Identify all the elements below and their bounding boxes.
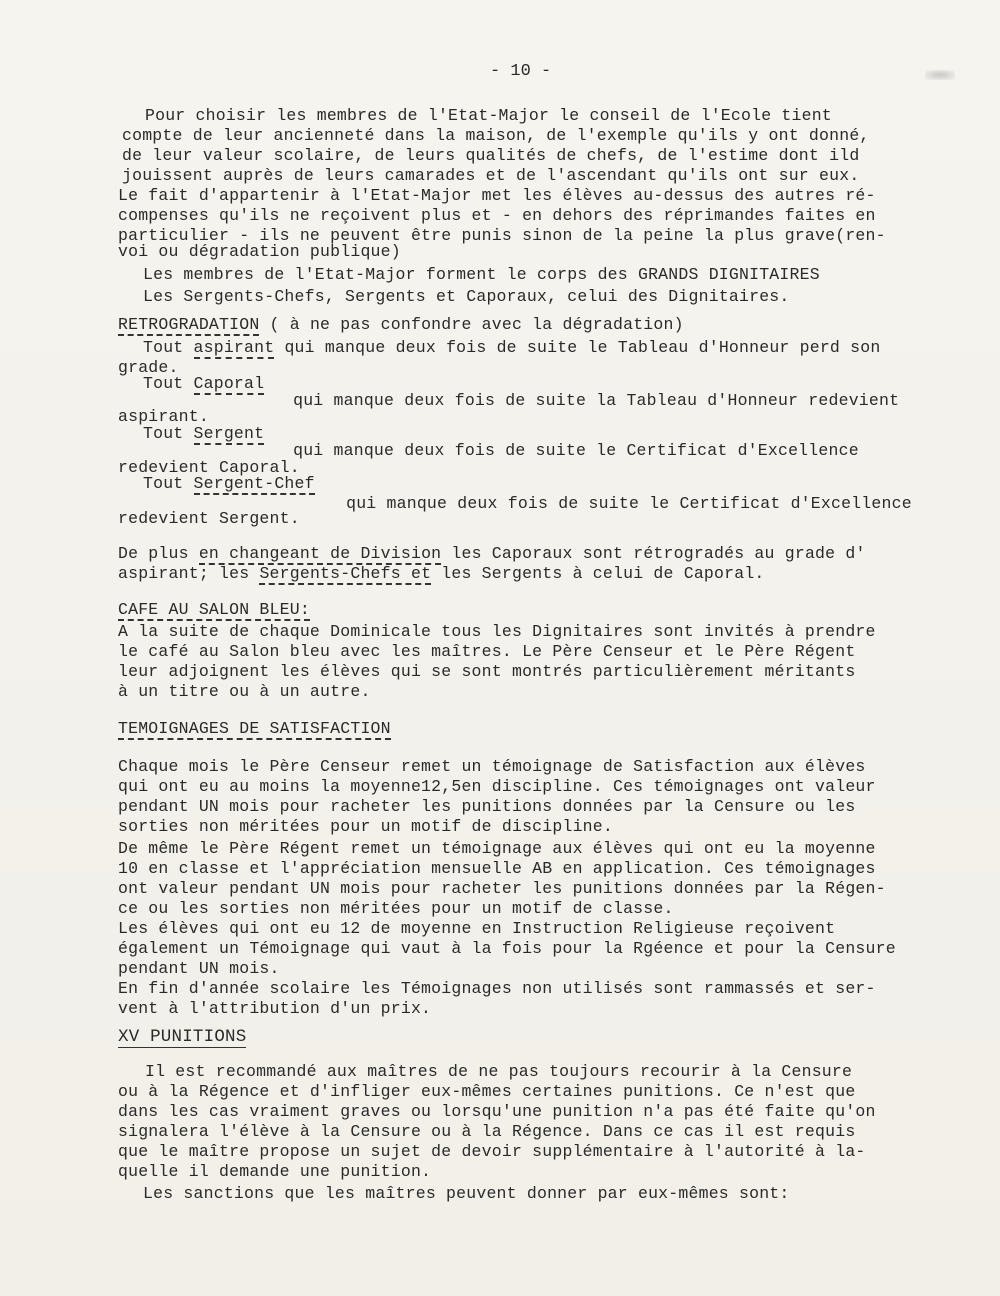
text-line: Les Sergents-Chefs, Sergents et Caporaux, celui des Dignitaires.	[143, 287, 790, 306]
section-heading: XV PUNITIONS	[118, 1027, 247, 1047]
text-line: redevient Sergent.	[118, 509, 300, 528]
text-line: aspirant.	[118, 407, 209, 426]
text-line	[143, 374, 264, 394]
ink-smudge	[925, 70, 955, 80]
rank-label: aspirant	[193, 338, 275, 357]
text-line: ( à ne pas confondre avec la dégradation)	[259, 315, 684, 334]
section-heading: CAFE AU SALON BLEU:	[118, 600, 310, 619]
text-line: ce ou les sorties non méritées pour un motif de classe.	[118, 899, 674, 918]
text-line: à un titre ou à un autre.	[118, 682, 371, 701]
text-line: qui manque deux fois de suite le Certificat d'Excellence	[336, 494, 912, 513]
text-line: voi ou dégradation publique)	[118, 242, 401, 261]
text-line: quelle il demande une punition.	[118, 1162, 432, 1181]
section-heading-line	[118, 600, 310, 620]
text-line: également un Témoignage qui vaut à la fois pour la Rgéence et pour la Censure	[118, 939, 896, 958]
text-span: qui manque deux fois de suite le Tableau d'Honneur perd son	[274, 338, 881, 357]
text-line: particulier - ils ne peuvent être punis sinon de la peine la plus grave(ren-	[118, 226, 886, 245]
text-line: Les sanctions que les maîtres peuvent donner par eux-mêmes sont:	[143, 1184, 790, 1203]
text-span: aspirant; les	[118, 564, 260, 583]
text-line: ou à la Régence et d'infliger eux-mêmes certaines punitions. Ce n'est que	[118, 1082, 856, 1101]
text-line	[118, 544, 866, 564]
text-line: En fin d'année scolaire les Témoignages non utilisés sont rammassés et ser-	[118, 979, 876, 998]
section-heading-line	[118, 315, 684, 335]
text-line: compte de leur ancienneté dans la maison, de l'exemple qu'ils y ont donné,	[122, 126, 870, 145]
text-line: qui manque deux fois de suite le Certificat d'Excellence	[283, 441, 859, 460]
text-line: Les membres de l'Etat-Major forment le corps des GRANDS DIGNITAIRES	[143, 265, 820, 284]
text-line: qui manque deux fois de suite la Tableau d'Honneur redevient	[283, 391, 900, 410]
text-line: le café au Salon bleu avec les maîtres. Le Père Censeur et le Père Régent	[118, 642, 856, 661]
text-span: les Caporaux sont rétrogradés au grade d'	[441, 544, 866, 563]
text-line	[118, 564, 765, 584]
text-span: De plus	[118, 544, 199, 563]
text-line: ont valeur pendant UN mois pour racheter les punitions données par la Régen-	[118, 879, 886, 898]
text-line: A la suite de chaque Dominicale tous les Dignitaires sont invités à prendre	[118, 622, 876, 641]
text-line: Il est recommandé aux maîtres de ne pas toujours recourir à la Censure	[145, 1062, 853, 1081]
text-span: Tout	[143, 424, 194, 443]
text-line: jouissent auprès de leurs camarades et de l'ascendant qu'ils ont sur eux.	[122, 166, 860, 185]
text-line: grade.	[118, 358, 179, 377]
section-heading-line	[118, 719, 391, 739]
text-line: que le maître propose un sujet de devoir supplémentaire à l'autorité à la-	[118, 1142, 866, 1161]
rank-label: Caporal	[193, 374, 265, 393]
text-line: 10 en classe et l'appréciation mensuelle AB en application. Ces témoignages	[118, 859, 876, 878]
section-heading: RETROGRADATION	[118, 315, 260, 334]
text-span: Tout	[143, 338, 194, 357]
text-line: pendant UN mois.	[118, 959, 280, 978]
text-span: les Sergents à celui de Caporal.	[431, 564, 765, 583]
text-span: Tout	[143, 374, 194, 393]
text-line: Pour choisir les membres de l'Etat-Major le conseil de l'Ecole tient	[145, 106, 832, 125]
text-line: redevient Caporal.	[118, 458, 300, 477]
text-line	[143, 338, 880, 358]
emphasis: Sergents-Chefs et	[259, 564, 432, 583]
text-line: qui ont eu au moins la moyenne12,5en discipline. Ces témoignages ont valeur	[118, 777, 876, 796]
text-line: vent à l'attribution d'un prix.	[118, 999, 432, 1018]
section-heading-line	[118, 1027, 246, 1047]
text-line: Les élèves qui ont eu 12 de moyenne en Instruction Religieuse reçoivent	[118, 919, 836, 938]
text-line: signalera l'élève à la Censure ou à la Régence. Dans ce cas il est requis	[118, 1122, 856, 1141]
emphasis: en changeant de Division	[198, 544, 442, 563]
section-heading: TEMOIGNAGES DE SATISFACTION	[118, 719, 391, 738]
text-line: leur adjoignent les élèves qui se sont montrés particulièrement méritants	[118, 662, 856, 681]
text-line: sorties non méritées pour un motif de discipline.	[118, 817, 613, 836]
page-number: - 10 -	[490, 62, 552, 81]
text-line	[143, 424, 264, 444]
text-line: dans les cas vraiment graves ou lorsqu'une punition n'a pas été faite qu'on	[118, 1102, 876, 1121]
rank-label: Sergent	[193, 424, 265, 443]
text-line: De même le Père Régent remet un témoignage aux élèves qui ont eu la moyenne	[118, 839, 876, 858]
text-line: pendant UN mois pour racheter les punitions données par la Censure ou les	[118, 797, 856, 816]
text-line: Chaque mois le Père Censeur remet un témoignage de Satisfaction aux élèves	[118, 757, 866, 776]
text-span: Tout	[143, 474, 194, 493]
text-line: de leur valeur scolaire, de leurs qualités de chefs, de l'estime dont ild	[122, 146, 860, 165]
text-line	[143, 474, 315, 494]
text-line: compenses qu'ils ne reçoivent plus et - en dehors des réprimandes faites en	[118, 206, 876, 225]
rank-label: Sergent-Chef	[193, 474, 315, 493]
text-line: Le fait d'appartenir à l'Etat-Major met les élèves au-dessus des autres ré-	[118, 186, 876, 205]
